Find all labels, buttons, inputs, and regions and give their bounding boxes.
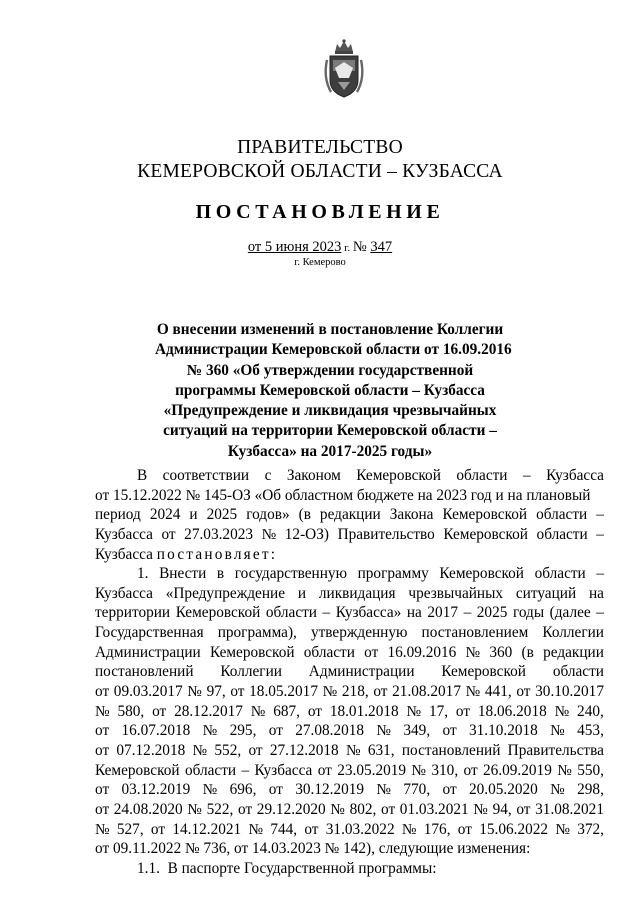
body-word: на (406, 604, 422, 622)
body-word: 295, (229, 722, 257, 740)
body-word: от (95, 722, 110, 740)
body-word: 2025 (476, 604, 508, 622)
body-word: Законом (286, 467, 341, 484)
body-word: области (536, 525, 588, 543)
government-name-line1: ПРАВИТЕЛЬСТВО (237, 137, 403, 158)
body-word: области (456, 467, 508, 484)
body-word: 1. (137, 565, 149, 583)
body-word: 24.08.2020 (113, 800, 183, 818)
body-word: от (268, 781, 283, 799)
body-word: от (248, 741, 263, 759)
body-word: Администрации (95, 643, 201, 661)
body-word: 27.08.2018 (295, 722, 365, 740)
body-word: 802, (349, 800, 377, 818)
body-word: 17, (428, 702, 449, 720)
document-number: 347 (370, 239, 393, 255)
body-word: утвержденную (310, 624, 408, 642)
subject-line: «Предупреждение и ликвидация чрезвычайных (163, 402, 497, 420)
body-word: 27.12.2018 (269, 741, 339, 759)
body-word: 349, (403, 722, 431, 740)
body-word: от (317, 761, 332, 779)
body-text: Кузбасса (95, 545, 157, 563)
body-word: Кузбасса (254, 761, 313, 779)
body-word: 2017 (427, 604, 458, 622)
body-word: 27.03.2023 (184, 525, 254, 543)
body-word: 696, (229, 781, 257, 799)
body-line (95, 545, 604, 565)
body-word: – (522, 467, 531, 484)
body-word: годы (512, 604, 545, 622)
body-line: от 15.12.2022 № 145-ОЗ «Об областном бюджете на 2023 год и на плановый (95, 486, 591, 504)
body-word: от (381, 800, 396, 818)
body-word: от (442, 781, 457, 799)
body-word: 28.12.2017 (174, 702, 243, 720)
body-word: территории (95, 604, 171, 622)
body-word: № (187, 800, 202, 818)
body-word: 12-ОЗ) (284, 525, 329, 543)
body-word: № (322, 683, 338, 701)
body-word: Кузбасса» (335, 604, 402, 622)
body-word: от (152, 702, 167, 720)
body-word: Администрации (308, 663, 415, 681)
body-word: области (303, 643, 355, 661)
body-word: 744, (270, 820, 298, 838)
body-line (95, 603, 604, 623)
body-word: Кемеровской (209, 643, 295, 661)
body-word: Правительства (507, 741, 604, 759)
body-word: Кемеровской (95, 761, 180, 779)
body-line (95, 721, 604, 741)
subject-line: О внесении изменений в постановление Коллегии (156, 321, 504, 338)
body-word: 03.12.2019 (121, 781, 191, 799)
body-word: 552, (214, 741, 242, 759)
document-date-line (0, 238, 640, 257)
body-word: Закона (389, 506, 434, 524)
body-word: Правительство (337, 525, 435, 543)
body-line (95, 643, 604, 663)
body-word: № (411, 761, 427, 779)
body-word: от (95, 683, 110, 701)
body-word: № (202, 722, 218, 740)
body-word: № (550, 781, 565, 799)
body-word: 372, (577, 820, 604, 838)
body-word: 31.10.2018 (468, 722, 538, 740)
body-word: ликвидация (318, 584, 396, 602)
body-word: 20.05.2020 (468, 781, 538, 799)
body-word: от (268, 722, 283, 740)
body-word: «Предупреждение (165, 584, 286, 602)
subject-line: № 360 «Об утверждении государственной (186, 361, 474, 379)
body-word: ситуаций (515, 584, 577, 602)
body-word: от (95, 781, 110, 799)
number-sign: № (352, 239, 371, 255)
body-word: № (406, 702, 422, 720)
body-word: Коллегии (542, 624, 604, 642)
body-word: 176, (423, 820, 451, 838)
subject-line: Кузбасса» на 2017-2025 годы» (227, 442, 433, 460)
body-line: 1.1. В паспорте Государственной программы: (137, 859, 437, 877)
body-word: 01.03.2021 (399, 800, 469, 818)
body-word: 14.12.2021 (172, 820, 242, 838)
body-word: – (596, 565, 604, 583)
body-word: 29.12.2020 (256, 800, 326, 818)
body-word: № (95, 820, 110, 838)
body-line (95, 662, 604, 682)
body-line (95, 584, 604, 604)
body-word: Кузбасса (95, 525, 153, 543)
body-word: № (187, 683, 202, 701)
body-word: 07.12.2018 (116, 741, 186, 759)
body-line (95, 525, 604, 545)
body-word: от (442, 722, 457, 740)
body-word: от (516, 683, 531, 701)
body-word: от (307, 702, 322, 720)
body-word: с (264, 467, 272, 484)
body-word: Кемеровской (356, 467, 441, 484)
body-word: Кузбасса (95, 584, 153, 602)
body-word: Внести (159, 565, 207, 583)
year-suffix: г. (341, 242, 353, 254)
subject-line: Администрации Кемеровской области от 16.09.2016 (155, 341, 512, 359)
body-word: 31.08.2021 (535, 800, 604, 818)
body-word: 298, (577, 781, 604, 799)
body-word: № (550, 722, 565, 740)
body-word: от (516, 800, 531, 818)
body-word: чрезвычайных (408, 584, 504, 602)
body-word: 522, (206, 800, 234, 818)
body-line: от 09.11.2022 № 736, от 14.03.2023 № 142), следующие изменения: (95, 840, 531, 858)
body-word: № (95, 702, 110, 720)
body-word: 441, (484, 683, 512, 701)
body-word: области (552, 663, 604, 681)
body-word: – (596, 525, 604, 543)
body-word: 2024 (149, 506, 181, 524)
body-word: от (95, 800, 110, 818)
document-date: от 5 июня 2023 (247, 239, 342, 255)
body-word: Кемеровской (439, 565, 524, 583)
body-word: 18.01.2018 (329, 702, 399, 720)
body-word: в (216, 565, 225, 583)
body-word: 218, (341, 683, 369, 701)
body-word: № (192, 741, 208, 759)
body-word: № (465, 643, 481, 661)
body-line (95, 702, 604, 722)
body-word: от (373, 683, 388, 701)
body-word: 18.05.2017 (249, 683, 318, 701)
government-name-line2: КЕМЕРОВСКОЙ ОБЛАСТИ – КУЗБАССА (137, 161, 503, 182)
body-line (95, 741, 604, 761)
body-word: от (364, 643, 379, 661)
body-word: области (534, 565, 586, 583)
body-word: области (536, 506, 588, 524)
document-subject (155, 320, 512, 462)
body-line (95, 800, 604, 820)
body-word: 18.06.2018 (477, 702, 547, 720)
coat-of-arms-icon (321, 38, 367, 100)
body-word: 21.08.2017 (392, 683, 461, 701)
body-word: от (150, 820, 166, 838)
body-word: – (241, 761, 250, 779)
body-word: – (596, 604, 604, 622)
body-word: Кемеровской (443, 525, 528, 543)
document-type-title: ПОСТАНОВЛЕНИЕ (195, 201, 445, 223)
body-line (95, 682, 604, 702)
body-word: – (463, 604, 472, 622)
body-word: № (248, 820, 264, 838)
body-word: № (345, 741, 361, 759)
body-word: 770, (403, 781, 431, 799)
body-word: и (297, 584, 307, 602)
body-word: от (161, 525, 176, 543)
body-word: Кемеровской (442, 506, 528, 524)
body-word: программа), (217, 624, 297, 642)
body-word: соответствии (162, 467, 250, 484)
body-word: (в (298, 506, 311, 524)
body-word: от (463, 761, 478, 779)
body-word: от (455, 702, 471, 720)
body-word: редакции (543, 643, 604, 661)
body-word: 687, (273, 702, 300, 720)
body-word: области (265, 604, 317, 622)
body-line (95, 820, 604, 840)
body-word: – (596, 506, 604, 524)
body-word: № (376, 781, 392, 799)
body-word: № (261, 525, 277, 543)
body-word: 94, (492, 800, 512, 818)
body-word: № (465, 683, 481, 701)
body-word: от (238, 800, 253, 818)
body-word: 240, (577, 702, 604, 720)
body-word: Кузбасса (546, 467, 604, 484)
body-word: Коллегии (220, 663, 282, 681)
body-word: № (330, 800, 345, 818)
body-word: 631, (367, 741, 395, 759)
body-word: 2025 (206, 506, 238, 524)
body-word: постановлением (421, 624, 529, 642)
body-word: № (557, 761, 572, 779)
body-word: 360 (489, 643, 513, 661)
body-word: № (554, 702, 570, 720)
body-word: 310, (431, 761, 459, 779)
body-line (95, 780, 604, 800)
body-word: 16.09.2016 (387, 643, 457, 661)
body-word: – (322, 604, 331, 622)
body-word: от (95, 741, 110, 759)
body-word: от (230, 683, 245, 701)
body-word: государственную (234, 565, 347, 583)
subject-line: ситуаций на территории Кемеровской области – (163, 422, 497, 440)
body-word: от (457, 820, 472, 838)
body-word: постановлений (401, 741, 501, 759)
body-word: № (473, 800, 488, 818)
body-word: (далее (549, 604, 591, 622)
body-word: постановлений (95, 663, 194, 681)
body-line (95, 466, 604, 486)
body-word: Государственная (95, 624, 204, 642)
body-word: 23.05.2019 (337, 761, 407, 779)
body-word: № (401, 820, 417, 838)
body-word: программу (357, 565, 429, 583)
body-word: редакции (319, 506, 381, 524)
body-word: Кемеровской (441, 663, 526, 681)
body-word: Кемеровской (175, 604, 261, 622)
body-word: 31.03.2022 (325, 820, 395, 838)
body-word: 550, (577, 761, 604, 779)
body-word: области (184, 761, 237, 779)
body-word: 30.12.2019 (295, 781, 365, 799)
body-word: годов» (246, 506, 290, 524)
subject-line: программы Кемеровской области – Кузбасса (175, 381, 485, 399)
body-word: 16.07.2018 (121, 722, 191, 740)
body-word: (в (521, 643, 534, 661)
body-word: № (555, 820, 570, 838)
body-word: № (250, 702, 266, 720)
body-line (95, 564, 604, 584)
body-word: 527, (116, 820, 144, 838)
body-word: В (137, 467, 148, 484)
body-word: № (376, 722, 392, 740)
body-word: 97, (206, 683, 226, 701)
body-word: № (202, 781, 218, 799)
body-word: 15.06.2022 (479, 820, 549, 838)
body-word: 09.03.2017 (113, 683, 183, 701)
body-line (95, 761, 604, 781)
document-body (95, 466, 604, 878)
body-word: и (189, 506, 198, 524)
body-word: на (589, 584, 604, 602)
body-line (95, 505, 604, 525)
body-word: период (95, 506, 141, 524)
document-city: г. Кемерово (294, 257, 346, 268)
body-word: от (304, 820, 319, 838)
body-word: 30.10.2017 (535, 683, 604, 701)
body-word: 26.09.2019 (483, 761, 552, 779)
body-word: 453, (577, 722, 604, 740)
body-line (95, 623, 604, 643)
body-word: 580, (117, 702, 145, 720)
decree-word: постановляет: (156, 545, 278, 563)
